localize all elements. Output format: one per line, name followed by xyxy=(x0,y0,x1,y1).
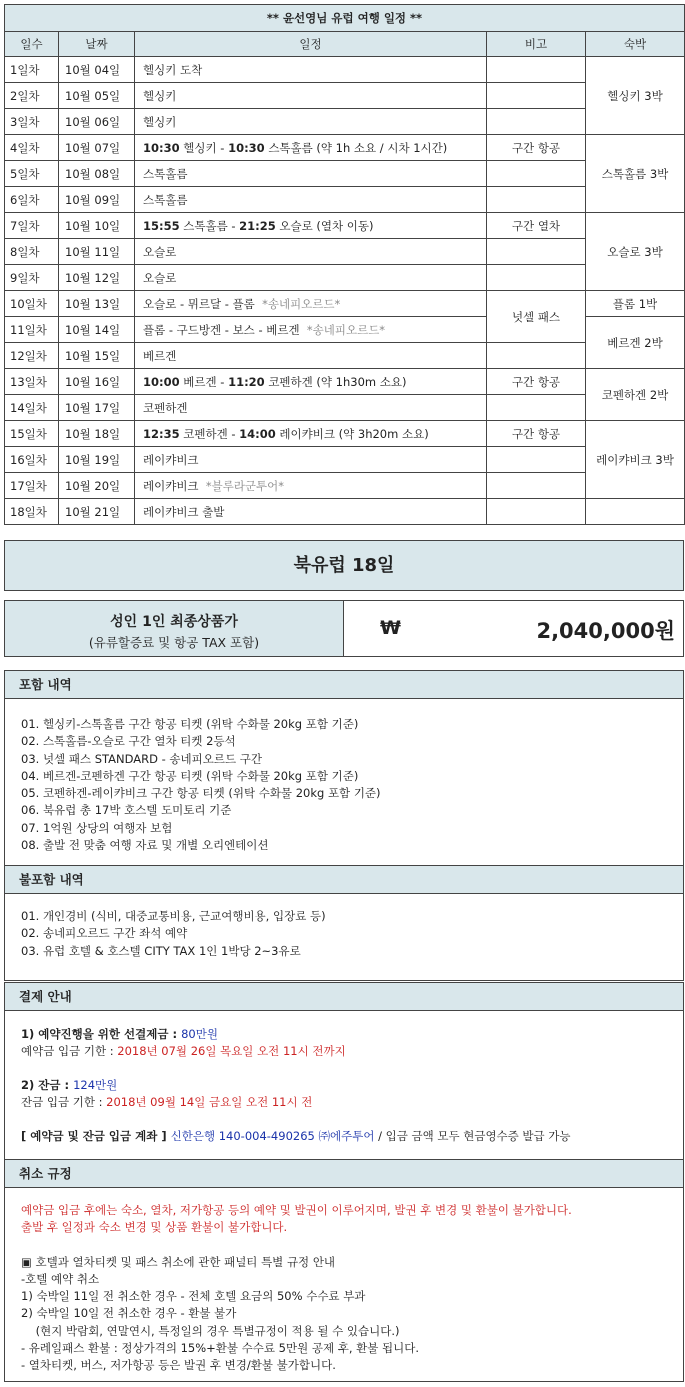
route-text: 오슬로 - 뮈르달 - 플롬 xyxy=(143,296,255,311)
account-label: [ 예약금 및 잔금 입금 계좌 ] xyxy=(21,1129,171,1143)
date-cell: 10월 11일 xyxy=(59,239,135,265)
excluded-section xyxy=(4,865,684,981)
list-item: 02. 송네피오르드 구간 좌석 예약 xyxy=(21,926,188,941)
date-cell: 10월 12일 xyxy=(59,265,135,291)
day-cell: 4일차 xyxy=(5,135,59,161)
account-note: / 입금 금액 모두 현금영수증 발급 가능 xyxy=(374,1129,571,1143)
payment-info xyxy=(5,1011,683,1145)
header-itinerary: 일정 xyxy=(135,32,487,57)
account-line xyxy=(21,1128,683,1145)
lodging-cell: 코펜하겐 2박 xyxy=(586,369,685,421)
cancel-rule: -호텔 예약 취소 xyxy=(21,1271,100,1286)
payment-header: 결제 안내 xyxy=(5,983,683,1011)
day-cell: 1일차 xyxy=(5,57,59,83)
cancel-rule: 1) 숙박일 11일 전 취소한 경우 - 전체 호텔 요금의 50% 수수료 부과 xyxy=(21,1289,366,1304)
day-cell: 2일차 xyxy=(5,83,59,109)
note-cell: 구간 항공 xyxy=(487,135,586,161)
itinerary-note: *블루라군투어* xyxy=(205,478,285,493)
currency-symbol: ₩ xyxy=(380,617,401,639)
list-item: 02. 스톡홀름-오슬로 구간 열차 티켓 2등석 xyxy=(21,734,236,749)
day-cell: 10일차 xyxy=(5,291,59,317)
route-text: 오슬로 (열차 이동) xyxy=(275,218,374,233)
excluded-header: 불포함 내역 xyxy=(5,866,683,894)
itinerary-cell: 오슬로 xyxy=(135,239,487,265)
cancel-warning: 출발 후 일정과 숙소 변경 및 상품 환불이 불가합니다. xyxy=(21,1220,288,1235)
date-cell: 10월 10일 xyxy=(59,213,135,239)
route-text: 플롬 - 구드방겐 - 보스 - 베르겐 xyxy=(143,322,300,337)
arrive-time: 11:20 xyxy=(228,374,265,389)
route-text: 베르겐 - xyxy=(179,374,229,389)
table-row xyxy=(5,395,685,421)
date-cell: 10월 05일 xyxy=(59,83,135,109)
cancel-rule: - 열차티켓, 버스, 저가항공 등은 발권 후 변경/환불 불가합니다. xyxy=(21,1358,336,1373)
day-cell: 6일차 xyxy=(5,187,59,213)
list-item: 08. 출발 전 맞춤 여행 자료 및 개별 오리엔테이션 xyxy=(21,838,269,853)
route-text: 스톡홀름 - xyxy=(179,218,240,233)
price-sublabel: (유류할증료 및 항공 TAX 포함) xyxy=(88,635,260,650)
day-cell: 16일차 xyxy=(5,447,59,473)
deposit-label: 1) 예약진행을 위한 선결제금 : xyxy=(21,1027,182,1041)
itinerary-cell: 스톡홀름 xyxy=(135,187,487,213)
price-label-box xyxy=(5,601,344,656)
balance-deadline-label: 잔금 입금 기한 : xyxy=(21,1095,107,1109)
balance-deadline-line xyxy=(21,1094,683,1111)
route-text: 헬싱키 - xyxy=(179,140,229,155)
note-cell xyxy=(487,57,586,83)
date-cell: 10월 17일 xyxy=(59,395,135,421)
table-row xyxy=(5,499,685,525)
table-row xyxy=(5,135,685,161)
itinerary-cell: 베르겐 xyxy=(135,343,487,369)
date-cell: 10월 18일 xyxy=(59,421,135,447)
list-item: 03. 넛셀 패스 STANDARD - 송네피오르드 구간 xyxy=(21,751,262,766)
table-row xyxy=(5,447,685,473)
route-text: 레이캬비크 (약 3h20m 소요) xyxy=(275,426,429,441)
schedule-title: ** 윤선영님 유럽 여행 일정 ** xyxy=(5,5,685,32)
itinerary-cell: 오슬로 xyxy=(135,265,487,291)
note-cell xyxy=(487,83,586,109)
itinerary-cell: 헬싱키 xyxy=(135,109,487,135)
date-cell: 10월 14일 xyxy=(59,317,135,343)
note-cell xyxy=(487,499,586,525)
table-row xyxy=(5,291,685,317)
date-cell: 10월 19일 xyxy=(59,447,135,473)
date-cell: 10월 13일 xyxy=(59,291,135,317)
day-cell: 17일차 xyxy=(5,473,59,499)
day-cell: 11일차 xyxy=(5,317,59,343)
itinerary-cell xyxy=(135,473,487,499)
header-note: 비고 xyxy=(487,32,586,57)
itinerary-cell xyxy=(135,317,487,343)
depart-time: 10:00 xyxy=(143,374,180,389)
cancel-section xyxy=(4,1159,684,1382)
itinerary-cell: 레이캬비크 출발 xyxy=(135,499,487,525)
note-cell xyxy=(487,265,586,291)
header-lodging: 숙박 xyxy=(586,32,685,57)
list-item: 03. 유럽 호텔 & 호스텔 CITY TAX 1인 1박당 2~3유로 xyxy=(21,943,301,958)
itinerary-cell: 코펜하겐 xyxy=(135,395,487,421)
balance-deadline: 2018년 09월 14일 금요일 오전 11시 전 xyxy=(106,1095,313,1109)
lodging-cell: 베르겐 2박 xyxy=(586,317,685,369)
note-cell xyxy=(487,187,586,213)
list-item: 01. 개인경비 (식비, 대중교통비용, 근교여행비용, 입장료 등) xyxy=(21,909,326,923)
date-cell: 10월 07일 xyxy=(59,135,135,161)
note-cell xyxy=(487,161,586,187)
day-cell: 7일차 xyxy=(5,213,59,239)
table-row xyxy=(5,109,685,135)
itinerary-cell: 레이캬비크 xyxy=(135,447,487,473)
deposit-deadline-label: 예약금 입금 기한 : xyxy=(21,1044,118,1058)
price-label: 성인 1인 최종상품가 xyxy=(110,614,238,630)
table-row xyxy=(5,473,685,499)
list-item: 01. 헬싱키-스톡홀름 구간 항공 티켓 (위탁 수화물 20kg 포함 기준) xyxy=(21,717,359,731)
list-item: 05. 코펜하겐-레이캬비크 구간 항공 티켓 (위탁 수화물 20kg 포함 기준) xyxy=(21,786,381,801)
lodging-cell: 레이캬비크 3박 xyxy=(586,421,685,499)
itinerary-cell: 헬싱키 xyxy=(135,83,487,109)
table-row xyxy=(5,57,685,83)
table-row xyxy=(5,239,685,265)
balance-value: 124만원 xyxy=(73,1078,118,1092)
depart-time: 15:55 xyxy=(143,218,180,233)
payment-section xyxy=(4,982,684,1160)
date-cell: 10월 15일 xyxy=(59,343,135,369)
note-cell xyxy=(487,395,586,421)
itinerary-cell: 스톡홀름 xyxy=(135,161,487,187)
cancel-warning: 예약금 입금 후에는 숙소, 열차, 저가항공 등의 예약 및 발권이 이루어지며, 발권 후 변경 및 환불이 불가합니다. xyxy=(21,1203,572,1217)
table-row xyxy=(5,369,685,395)
note-cell xyxy=(487,447,586,473)
itinerary-cell xyxy=(135,135,487,161)
depart-time: 12:35 xyxy=(143,426,180,441)
note-cell: 구간 항공 xyxy=(487,369,586,395)
date-cell: 10월 08일 xyxy=(59,161,135,187)
date-cell: 10월 06일 xyxy=(59,109,135,135)
product-title: 북유럽 18일 xyxy=(4,540,684,591)
itinerary-cell xyxy=(135,213,487,239)
table-row xyxy=(5,421,685,447)
table-row xyxy=(5,213,685,239)
note-cell: 넛셀 패스 xyxy=(487,291,586,343)
list-item: 06. 북유럽 총 17박 호스텔 도미토리 기준 xyxy=(21,803,232,818)
itinerary-cell xyxy=(135,421,487,447)
itinerary-cell xyxy=(135,291,487,317)
account-value: 신한은행 140-004-490265 ㈜에주투어 xyxy=(170,1129,375,1143)
cancel-rule: (현지 박람회, 연말연시, 특정일의 경우 특별규정이 적용 될 수 있습니다.) xyxy=(21,1323,400,1338)
day-cell: 15일차 xyxy=(5,421,59,447)
itinerary-note: *송네피오르드* xyxy=(306,322,386,337)
lodging-cell: 오슬로 3박 xyxy=(586,213,685,291)
balance-line xyxy=(21,1077,683,1094)
list-item: 04. 베르겐-코펜하겐 구간 항공 티켓 (위탁 수화물 20kg 포함 기준) xyxy=(21,768,359,783)
note-cell xyxy=(487,473,586,499)
note-cell: 구간 항공 xyxy=(487,421,586,447)
lodging-cell xyxy=(586,499,685,525)
price-box xyxy=(4,600,684,657)
cancel-info xyxy=(5,1188,683,1375)
route-text: 코펜하겐 (약 1h30m 소요) xyxy=(264,374,407,389)
table-row xyxy=(5,187,685,213)
deposit-line xyxy=(21,1026,683,1043)
cancel-rule: ▣ 호텔과 열차티켓 및 패스 취소에 관한 패널티 특별 규정 안내 xyxy=(21,1254,336,1269)
table-row xyxy=(5,83,685,109)
note-cell xyxy=(487,343,586,369)
deposit-deadline: 2018년 07월 26일 목요일 오전 11시 전까지 xyxy=(117,1044,346,1058)
itinerary-table xyxy=(4,4,685,525)
depart-time: 10:30 xyxy=(143,140,180,155)
day-cell: 5일차 xyxy=(5,161,59,187)
cancel-rule: 2) 숙박일 10일 전 취소한 경우 - 환불 불가 xyxy=(21,1306,237,1321)
header-date: 날짜 xyxy=(59,32,135,57)
price-amount: 2,040,000원 xyxy=(536,619,675,643)
day-cell: 13일차 xyxy=(5,369,59,395)
day-cell: 12일차 xyxy=(5,343,59,369)
cancel-rule: - 유레일패스 환불 : 정상가격의 15%+환불 수수료 5만원 공제 후, 환불 됩니다. xyxy=(21,1341,419,1356)
deposit-value: 80만원 xyxy=(181,1027,218,1041)
day-cell: 3일차 xyxy=(5,109,59,135)
table-row xyxy=(5,265,685,291)
cancel-header: 취소 규정 xyxy=(5,1160,683,1188)
header-day: 일수 xyxy=(5,32,59,57)
route-text: 코펜하겐 - xyxy=(179,426,240,441)
lodging-cell: 헬싱키 3박 xyxy=(586,57,685,135)
arrive-time: 10:30 xyxy=(228,140,265,155)
included-section xyxy=(4,670,684,866)
route-text: 스톡홀름 (약 1h 소요 / 시차 1시간) xyxy=(264,140,448,155)
route-text: 레이캬비크 xyxy=(143,478,199,493)
price-value-box xyxy=(344,601,683,656)
day-cell: 9일차 xyxy=(5,265,59,291)
date-cell: 10월 20일 xyxy=(59,473,135,499)
day-cell: 18일차 xyxy=(5,499,59,525)
lodging-cell: 플롬 1박 xyxy=(586,291,685,317)
lodging-cell: 스톡홀름 3박 xyxy=(586,135,685,213)
deposit-deadline-line xyxy=(21,1043,683,1060)
date-cell: 10월 04일 xyxy=(59,57,135,83)
itinerary-cell: 헬싱키 도착 xyxy=(135,57,487,83)
included-header: 포함 내역 xyxy=(5,671,683,699)
itinerary-cell xyxy=(135,369,487,395)
arrive-time: 21:25 xyxy=(239,218,276,233)
day-cell: 14일차 xyxy=(5,395,59,421)
date-cell: 10월 16일 xyxy=(59,369,135,395)
included-list xyxy=(5,699,683,854)
itinerary-note: *송네피오르드* xyxy=(262,296,341,311)
arrive-time: 14:00 xyxy=(239,426,276,441)
balance-label: 2) 잔금 : xyxy=(21,1078,74,1092)
table-row xyxy=(5,343,685,369)
note-cell xyxy=(487,109,586,135)
day-cell: 8일차 xyxy=(5,239,59,265)
note-cell: 구간 열차 xyxy=(487,213,586,239)
list-item: 07. 1억원 상당의 여행자 보험 xyxy=(21,820,173,835)
date-cell: 10월 21일 xyxy=(59,499,135,525)
date-cell: 10월 09일 xyxy=(59,187,135,213)
table-row xyxy=(5,161,685,187)
excluded-list xyxy=(5,894,683,960)
note-cell xyxy=(487,239,586,265)
